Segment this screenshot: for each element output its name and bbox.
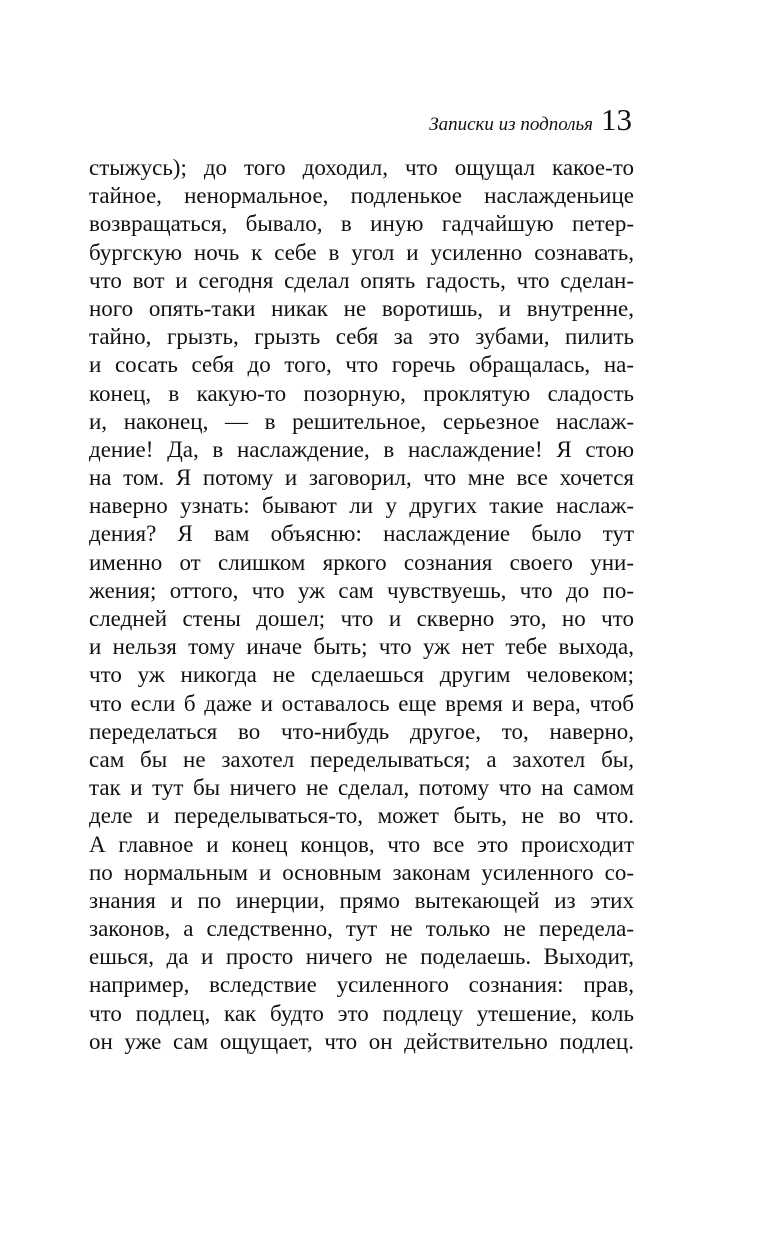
- text-line: переделаться во что-нибудь другое, то, наверно,: [89, 718, 634, 744]
- text-line: он уже сам ощущает, что он действительно подлец.: [89, 1028, 634, 1054]
- text-line: именно от слишком яркого сознания своего уни-: [89, 549, 634, 575]
- text-line: жения; оттого, что уж сам чувствуешь, что до по-: [89, 577, 634, 603]
- text-line: дения? Я вам объясню: наслаждение было тут: [89, 521, 634, 547]
- text-line: знания и по инерции, прямо вытекающей из этих: [89, 887, 634, 913]
- text-line: на том. Я потому и заговорил, что мне все хочется: [89, 465, 634, 491]
- text-line: следней стены дошел; что и скверно это, но что: [89, 606, 634, 631]
- text-line: ного опять-таки никак не воротишь, и внутренне,: [89, 295, 634, 321]
- text-line: стыжусь); до того доходил, что ощущал какое-то: [89, 155, 634, 180]
- text-line: дение! Да, в наслаждение, в наслаждение! Я стою: [89, 436, 634, 462]
- page-number: 13: [601, 102, 632, 137]
- text-line: тайное, ненормальное, подленькое наслажденьице: [89, 183, 634, 209]
- text-line: и нельзя тому иначе быть; что уж нет тебе выхода,: [89, 634, 634, 660]
- text-line: законов, а следственно, тут не только не передела-: [89, 916, 634, 942]
- running-head: [429, 104, 632, 138]
- text-line: что подлец, как будто это подлецу утешение, коль: [89, 1000, 634, 1026]
- body-text: [89, 154, 634, 1056]
- text-line: и, наконец, — в решительное, серьезное наслаж-: [89, 408, 634, 434]
- text-line: по нормальным и основным законам усиленного со-: [89, 859, 634, 885]
- text-line: и сосать себя до того, что горечь обращалась, на-: [89, 352, 634, 378]
- text-line: тайно, грызть, грызть себя за это зубами, пилить: [89, 324, 634, 350]
- text-line: бургскую ночь к себе в угол и усиленно сознавать,: [89, 239, 634, 265]
- text-line: что если б даже и оставалось еще время и вера, чтоб: [89, 690, 634, 716]
- text-line: А главное и конец концов, что все это происходит: [89, 831, 634, 857]
- text-line: деле и переделываться-то, может быть, не во что.: [89, 803, 634, 829]
- text-line: например, вследствие усиленного сознания: прав,: [89, 972, 634, 998]
- text-line: наверно узнать: бывают ли у других такие наслаж-: [89, 493, 634, 519]
- text-line: что вот и сегодня сделал опять гадость, что сделан-: [89, 267, 634, 293]
- text-line: ешься, да и просто ничего не поделаешь. Выходит,: [89, 944, 634, 970]
- text-line: возвращаться, бывало, в иную гадчайшую петер-: [89, 211, 634, 237]
- text-line: что уж никогда не сделаешься другим человеком;: [89, 662, 634, 688]
- text-line: сам бы не захотел переделываться; а захотел бы,: [89, 746, 634, 772]
- text-line: конец, в какую-то позорную, проклятую сладость: [89, 380, 634, 406]
- running-title: Записки из подполья: [429, 114, 593, 135]
- text-line: так и тут бы ничего не сделал, потому что на самом: [89, 775, 634, 801]
